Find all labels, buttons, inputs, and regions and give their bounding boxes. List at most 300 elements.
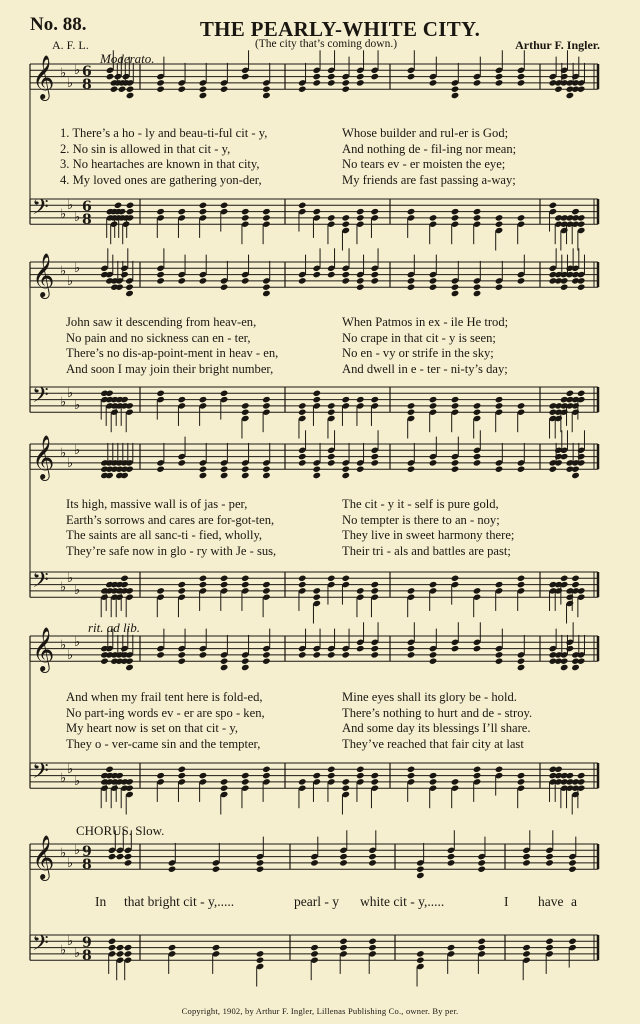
notehead — [429, 396, 438, 403]
notehead — [451, 396, 460, 403]
flat-sign: ♭ — [67, 571, 74, 586]
flat-sign: ♭ — [74, 946, 81, 961]
notehead — [495, 402, 504, 409]
notehead — [241, 581, 250, 588]
notehead — [429, 658, 438, 665]
lyric-first-half: Its high, massive wall is of jas - per, — [66, 497, 248, 511]
notehead — [199, 208, 208, 215]
time-signature-bottom: 8 — [82, 857, 92, 873]
notehead — [339, 944, 348, 951]
notehead — [571, 208, 580, 215]
chorus-lyrics — [0, 894, 640, 912]
notehead — [571, 402, 580, 409]
notehead — [370, 587, 379, 594]
notehead — [447, 859, 456, 866]
time-signature-top: 9 — [82, 935, 92, 951]
lyric-second-half: And dwell in e - ter - ni-ty’s day; — [342, 361, 508, 376]
notehead — [126, 202, 135, 209]
notehead — [262, 658, 271, 665]
notehead — [105, 472, 114, 479]
notehead — [241, 214, 250, 221]
notehead — [356, 214, 365, 221]
notehead — [100, 658, 109, 665]
notehead — [312, 271, 321, 278]
notehead — [370, 651, 379, 658]
notehead — [416, 950, 425, 957]
notehead — [517, 581, 526, 588]
notehead — [429, 277, 438, 284]
notehead — [199, 575, 208, 582]
lyric-line — [0, 315, 640, 332]
notehead — [310, 944, 319, 951]
notehead — [473, 587, 482, 594]
notehead — [212, 866, 221, 873]
notehead — [327, 459, 336, 466]
notehead — [517, 658, 526, 665]
notehead — [241, 409, 250, 416]
notehead — [125, 658, 134, 665]
notehead — [125, 466, 134, 473]
notehead — [241, 402, 250, 409]
notehead — [341, 79, 350, 86]
notehead — [262, 472, 271, 479]
notehead — [560, 453, 569, 460]
notehead — [341, 86, 350, 93]
lyric-second-half: My friends are fast passing a-way; — [342, 172, 516, 187]
notehead — [310, 950, 319, 957]
notehead — [341, 271, 350, 278]
notehead — [327, 79, 336, 86]
notehead — [177, 581, 186, 588]
notehead — [241, 73, 250, 80]
notehead — [310, 859, 319, 866]
notehead — [473, 772, 482, 779]
notehead — [241, 664, 250, 671]
notehead — [451, 86, 460, 93]
flat-sign: ♭ — [74, 583, 81, 598]
notehead — [125, 284, 134, 291]
notehead — [341, 651, 350, 658]
notehead — [341, 277, 350, 284]
notehead — [495, 79, 504, 86]
notehead — [199, 277, 208, 284]
notehead — [125, 778, 134, 785]
notehead — [341, 778, 350, 785]
notehead — [199, 581, 208, 588]
notehead — [124, 950, 133, 957]
notehead — [115, 284, 124, 291]
notehead — [356, 284, 365, 291]
notehead — [120, 472, 129, 479]
notehead — [554, 86, 563, 93]
notehead — [407, 402, 416, 409]
notehead — [118, 86, 127, 93]
lyric-line — [0, 721, 640, 738]
notehead — [199, 86, 208, 93]
notehead — [416, 957, 425, 964]
notehead — [199, 472, 208, 479]
notehead — [106, 73, 115, 80]
lyric-line — [0, 346, 640, 363]
notehead — [407, 73, 416, 80]
notehead — [429, 284, 438, 291]
notehead — [177, 396, 186, 403]
notehead — [120, 271, 129, 278]
notehead — [356, 73, 365, 80]
flat-sign: ♭ — [67, 856, 74, 871]
notehead — [356, 466, 365, 473]
notehead — [241, 466, 250, 473]
bass-clef: 𝄢 — [32, 568, 49, 598]
notehead — [568, 859, 577, 866]
notehead — [177, 651, 186, 658]
lyric-second-half: No crape in that cit - y is seen; — [342, 330, 496, 345]
tempo-ritard: rit. ad lib. — [88, 620, 141, 635]
notehead — [477, 944, 486, 951]
time-signature-bottom: 8 — [82, 77, 92, 93]
notehead — [370, 396, 379, 403]
notehead — [220, 581, 229, 588]
notehead — [416, 866, 425, 873]
notehead — [571, 472, 580, 479]
notehead — [341, 466, 350, 473]
notehead — [370, 453, 379, 460]
notehead — [495, 221, 504, 228]
notehead — [477, 938, 486, 945]
notehead — [571, 575, 580, 582]
notehead — [522, 950, 531, 957]
notehead — [495, 766, 504, 773]
lyric-second-half: And some day its blessings I’ll share. — [342, 721, 531, 735]
notehead — [124, 853, 133, 860]
notehead — [566, 772, 575, 779]
notehead — [356, 587, 365, 594]
notehead — [116, 944, 125, 951]
notehead — [566, 92, 575, 99]
bass-clef: 𝄢 — [32, 195, 49, 225]
notehead — [262, 214, 271, 221]
notehead — [368, 938, 377, 945]
notehead — [327, 772, 336, 779]
notehead — [327, 409, 336, 416]
lyric-second-half: There’s nothing to hurt and de - stroy. — [342, 705, 533, 720]
notehead — [370, 277, 379, 284]
flat-sign: ♭ — [67, 456, 74, 471]
notehead — [220, 86, 229, 93]
notehead — [341, 214, 350, 221]
notehead — [220, 575, 229, 582]
lyric-line — [0, 513, 640, 530]
notehead — [156, 651, 165, 658]
flat-sign: ♭ — [74, 443, 81, 458]
notehead — [560, 73, 569, 80]
notehead — [495, 466, 504, 473]
lyric-second-half: And nothing de - fil-ing nor mean; — [342, 141, 517, 156]
lyric-line — [0, 737, 640, 754]
notehead — [298, 575, 307, 582]
notehead — [577, 658, 586, 665]
notehead — [312, 651, 321, 658]
notehead — [566, 594, 575, 601]
notehead — [298, 409, 307, 416]
notehead — [407, 772, 416, 779]
notehead — [125, 402, 134, 409]
notehead — [327, 651, 336, 658]
notehead — [177, 658, 186, 665]
notehead — [105, 766, 114, 773]
notehead — [577, 221, 586, 228]
flat-sign: ♭ — [60, 771, 67, 786]
notehead — [108, 944, 117, 951]
flat-sign: ♭ — [60, 446, 67, 461]
notehead — [115, 772, 124, 779]
notehead — [517, 772, 526, 779]
notehead — [241, 277, 250, 284]
time-signature-top: 6 — [82, 64, 92, 80]
flat-sign: ♭ — [74, 774, 81, 789]
notehead — [429, 459, 438, 466]
chorus-word: I — [504, 894, 509, 909]
notehead — [407, 645, 416, 652]
notehead — [368, 853, 377, 860]
flat-sign: ♭ — [60, 66, 67, 81]
notehead — [312, 594, 321, 601]
hymn-title: THE PEARLY-WHITE CITY. — [199, 17, 481, 41]
notehead — [577, 459, 586, 466]
chorus-word: a — [571, 894, 577, 909]
notehead — [220, 785, 229, 792]
flat-sign: ♭ — [67, 274, 74, 289]
notehead — [473, 284, 482, 291]
notehead — [370, 581, 379, 588]
notehead — [517, 214, 526, 221]
notehead — [327, 214, 336, 221]
flat-sign: ♭ — [60, 580, 67, 595]
lyric-line — [0, 362, 640, 379]
notehead — [356, 772, 365, 779]
chorus-word: pearl - y — [294, 894, 339, 909]
notehead — [241, 772, 250, 779]
notehead — [312, 772, 321, 779]
notehead — [473, 290, 482, 297]
flat-sign: ♭ — [74, 635, 81, 650]
notehead — [370, 645, 379, 652]
notehead — [262, 581, 271, 588]
notehead — [341, 472, 350, 479]
flat-sign: ♭ — [60, 207, 67, 222]
notehead — [156, 587, 165, 594]
notehead — [473, 645, 482, 652]
notehead — [554, 766, 563, 773]
notehead — [298, 86, 307, 93]
notehead — [241, 575, 250, 582]
notehead — [473, 79, 482, 86]
notehead — [262, 772, 271, 779]
lyric-second-half: Their tri - als and battles are past; — [342, 543, 511, 558]
notehead — [108, 853, 117, 860]
notehead — [220, 472, 229, 479]
notehead — [298, 459, 307, 466]
notehead — [370, 778, 379, 785]
notehead — [473, 208, 482, 215]
notehead — [256, 866, 265, 873]
notehead — [370, 459, 379, 466]
flat-sign: ♭ — [74, 261, 81, 276]
notehead — [312, 472, 321, 479]
notehead — [256, 957, 265, 964]
notehead — [220, 284, 229, 291]
notehead — [105, 390, 114, 397]
notehead — [577, 390, 586, 397]
chorus-label: CHORUS. Slow. — [76, 823, 165, 838]
bass-clef: 𝄢 — [32, 759, 49, 789]
notehead — [356, 208, 365, 215]
notehead — [407, 587, 416, 594]
lyric-first-half: And soon I may join their bright number, — [66, 361, 274, 376]
flat-sign: ♭ — [60, 638, 67, 653]
flat-sign: ♭ — [60, 846, 67, 861]
notehead — [262, 284, 271, 291]
notehead — [473, 214, 482, 221]
time-signature-bottom: 8 — [82, 212, 92, 228]
lyricist-initials: A. F. L. — [52, 38, 89, 52]
notehead — [545, 859, 554, 866]
lyric-first-half: 1. There’s a ho - ly and beau-ti-ful cit - y, — [60, 126, 268, 140]
notehead — [577, 778, 586, 785]
hymn-number: No. 88. — [30, 14, 87, 35]
notehead — [356, 396, 365, 403]
notehead — [262, 290, 271, 297]
notehead — [451, 459, 460, 466]
flat-sign: ♭ — [74, 843, 81, 858]
notehead — [312, 466, 321, 473]
lyric-second-half: Whose builder and rul-er is God; — [342, 126, 509, 140]
notehead — [339, 853, 348, 860]
lyric-line — [0, 497, 640, 514]
notehead — [429, 772, 438, 779]
notehead — [327, 271, 336, 278]
notehead — [571, 664, 580, 671]
notehead — [262, 651, 271, 658]
notehead — [495, 651, 504, 658]
lyric-line — [0, 126, 640, 143]
notehead — [120, 581, 129, 588]
notehead — [262, 86, 271, 93]
notehead — [451, 778, 460, 785]
notehead — [327, 766, 336, 773]
hymn-subtitle: (The city that’s coming down.) — [254, 38, 398, 50]
chorus-word: that bright cit - y,..... — [124, 894, 235, 909]
notehead — [312, 73, 321, 80]
lyric-line — [0, 690, 640, 707]
notehead — [560, 277, 569, 284]
notehead — [199, 202, 208, 209]
notehead — [416, 872, 425, 879]
flat-sign: ♭ — [67, 762, 74, 777]
lyric-second-half: No tempter is there to an - noy; — [342, 512, 500, 527]
notehead — [341, 785, 350, 792]
notehead — [262, 208, 271, 215]
notehead — [356, 277, 365, 284]
notehead — [256, 859, 265, 866]
lyric-line — [0, 331, 640, 348]
notehead — [560, 658, 569, 665]
lyric-second-half: When Patmos in ex - ile He trod; — [342, 315, 509, 329]
treble-clef: 𝄞 — [32, 253, 55, 297]
treble-clef: 𝄞 — [32, 835, 55, 879]
time-signature-top: 9 — [82, 844, 92, 860]
notehead — [571, 581, 580, 588]
lyric-line — [0, 528, 640, 545]
notehead — [220, 778, 229, 785]
notehead — [126, 86, 135, 93]
notehead — [560, 284, 569, 291]
time-signature-top: 6 — [82, 199, 92, 215]
notehead — [156, 277, 165, 284]
notehead — [451, 208, 460, 215]
lyric-second-half: No tears ev - er moisten the eye; — [342, 157, 506, 171]
notehead — [517, 79, 526, 86]
notehead — [298, 453, 307, 460]
notehead — [298, 402, 307, 409]
notehead — [220, 658, 229, 665]
notehead — [199, 396, 208, 403]
notehead — [407, 466, 416, 473]
notehead — [370, 772, 379, 779]
lyric-line — [0, 142, 640, 159]
lyric-first-half: They o - ver-came sin and the tempter, — [66, 736, 261, 751]
notehead — [447, 944, 456, 951]
tempo-moderato: Moderato. — [100, 51, 155, 66]
notehead — [545, 853, 554, 860]
notehead — [339, 859, 348, 866]
notehead — [125, 290, 134, 297]
notehead — [125, 664, 134, 671]
notehead — [114, 202, 123, 209]
notehead — [447, 853, 456, 860]
notehead — [407, 277, 416, 284]
notehead — [495, 581, 504, 588]
chorus-word: In — [95, 894, 107, 909]
notehead — [298, 651, 307, 658]
notehead — [545, 944, 554, 951]
bass-clef: 𝄢 — [32, 383, 49, 413]
notehead — [312, 396, 321, 403]
lyric-first-half: Earth’s sorrows and cares are for-got-ten, — [66, 512, 275, 527]
notehead — [120, 396, 129, 403]
notehead — [522, 944, 531, 951]
lyric-line — [0, 706, 640, 723]
notehead — [241, 472, 250, 479]
notehead — [370, 271, 379, 278]
flat-sign: ♭ — [60, 943, 67, 958]
notehead — [368, 859, 377, 866]
notehead — [577, 587, 586, 594]
notehead — [116, 950, 125, 957]
lyric-first-half: There’s no dis-ap-point-ment in heav - en, — [66, 346, 279, 360]
notehead — [125, 587, 134, 594]
lyric-first-half: 2. No sin is allowed in that cit - y, — [60, 141, 231, 156]
notehead — [341, 575, 350, 582]
notehead — [549, 466, 558, 473]
notehead — [108, 938, 117, 945]
notehead — [577, 284, 586, 291]
notehead — [495, 396, 504, 403]
notehead — [220, 390, 229, 397]
notehead — [262, 466, 271, 473]
notehead — [495, 658, 504, 665]
notehead — [356, 766, 365, 773]
